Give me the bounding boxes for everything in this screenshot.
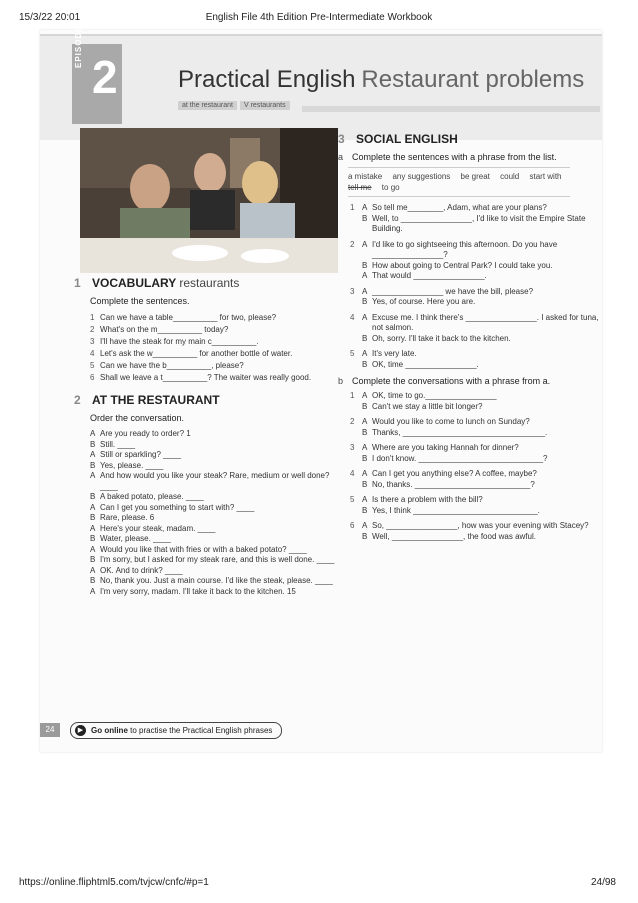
speaker: A: [362, 271, 368, 280]
speaker: B: [362, 427, 368, 437]
dialogue-item: [350, 313, 604, 345]
item-number: 5: [350, 349, 355, 358]
line-text: Water, please. ____: [100, 534, 171, 543]
dialogue-item: [350, 203, 604, 235]
speaker: A: [90, 502, 96, 512]
topic-tags: [178, 102, 293, 109]
word-option-used: tell me: [348, 183, 372, 192]
subsection-letter: a: [338, 152, 344, 162]
instruction: Complete the conversations with a phrase from a.: [352, 376, 551, 386]
speaker: A: [90, 586, 96, 596]
line-text: Can I get you something to start with? ____: [100, 502, 255, 512]
line-text: Are you ready to order? 1: [100, 429, 191, 438]
section-number: 3: [338, 132, 345, 146]
instruction: Complete the sentences with a phrase from the list.: [352, 152, 557, 162]
conversation-line: [90, 513, 344, 524]
conversation-line: [90, 503, 344, 514]
line-text: I'd like to go sightseeing this afternoon. Do you have ________________?: [372, 239, 558, 259]
subsection-b-instruction: [338, 376, 604, 387]
speaker: A: [362, 443, 368, 452]
speaker: A: [362, 312, 368, 322]
line-text: Is there a problem with the bill?: [372, 495, 483, 504]
item-number: 2: [90, 325, 95, 334]
speaker: B: [90, 513, 96, 522]
topic-tag: at the restaurant: [178, 101, 237, 110]
line-text: Here's your steak, madam. ____: [100, 523, 216, 533]
dialogue-line: [350, 469, 604, 480]
speaker: B: [90, 555, 96, 564]
speaker: B: [90, 576, 96, 585]
speaker: B: [362, 401, 368, 411]
speaker: B: [362, 213, 368, 223]
line-text: Thanks, ________________________________.: [372, 427, 548, 437]
item-number: 6: [350, 521, 355, 530]
dialogue-line: [350, 506, 604, 517]
print-footer: [0, 877, 638, 891]
item-text: What's on the m__________ today?: [100, 325, 229, 334]
dialogue-item: [350, 287, 604, 308]
item-number: 3: [350, 286, 355, 296]
dialogue-item: [350, 495, 604, 516]
online-rest: to practise the Practical English phrases: [130, 726, 273, 735]
speaker: B: [362, 453, 368, 463]
exercise-item: [90, 336, 344, 347]
dialogue-line: [350, 428, 604, 439]
conversation-line: [90, 440, 344, 451]
exercise-item: [90, 312, 344, 323]
line-text: No, thank you. Just a main course. I'd like the steak, please. ____: [100, 576, 333, 585]
line-text: I'm sorry, but I asked for my steak rare, and this is well done. ____: [100, 555, 335, 564]
dialogue-line: [350, 417, 604, 428]
item-number: 2: [350, 239, 355, 249]
title-sub: Restaurant problems: [361, 66, 585, 93]
word-option: to go: [381, 183, 400, 192]
speaker: A: [90, 429, 96, 438]
speaker: B: [90, 492, 96, 501]
exercise-item: [90, 348, 344, 359]
line-text: Can't we stay a little bit longer?: [372, 401, 483, 411]
item-number: 3: [350, 443, 355, 452]
exercise-list: [90, 312, 344, 383]
section-title-bold: VOCABULARY: [92, 276, 177, 290]
item-number: 5: [90, 361, 95, 370]
section-vocabulary: [74, 276, 344, 383]
item-number: 1: [350, 203, 355, 212]
conversation-line: [90, 461, 344, 472]
line-text: Well, to ________________, I'd like to visit the Empire State Building.: [372, 213, 586, 233]
section-title: [92, 276, 239, 290]
item-number: 4: [350, 312, 355, 322]
dialogue-line: [350, 349, 604, 360]
line-text: I'm very sorry, madam. I'll take it back to the kitchen. 15: [100, 586, 296, 596]
dialogue-line: [350, 454, 604, 465]
conversation: [74, 429, 344, 597]
line-text: A baked potato, please. ____: [100, 492, 204, 501]
section-title: AT THE RESTAURANT: [92, 393, 220, 407]
exercise-item: [90, 360, 344, 371]
line-text: Yes, of course. Here you are.: [372, 297, 476, 306]
dialogue-line: [350, 402, 604, 413]
dialogue-line: [350, 203, 604, 214]
dialogue-line: [350, 271, 604, 282]
title-main: Practical English: [178, 66, 356, 93]
dialogue-item: [350, 417, 604, 438]
line-text: Still or sparkling? ____: [100, 450, 181, 459]
conversation-line: [90, 450, 344, 461]
section-heading: [74, 276, 344, 290]
instruction: Order the conversation.: [90, 413, 185, 423]
conversation-line: [90, 429, 344, 440]
conversation-line: [90, 524, 344, 535]
print-title: English File 4th Edition Pre-Intermediate Workbook: [205, 12, 433, 23]
dialogue-line: [350, 391, 604, 402]
speaker: B: [362, 359, 368, 369]
item-text: Let's ask the w__________ for another bottle of water.: [100, 349, 293, 358]
dialogue-line: [350, 360, 604, 371]
speaker: B: [90, 460, 96, 470]
speaker: A: [362, 203, 368, 212]
word-option: be great: [460, 172, 490, 181]
restaurant-photo-illustration: [80, 128, 338, 273]
line-text: OK, time to go.________________: [372, 391, 497, 400]
item-number: 4: [90, 349, 95, 358]
episode-banner: [40, 25, 602, 140]
line-text: So tell me________, Adam, what are your plans?: [372, 203, 547, 212]
page-footer: [40, 723, 602, 745]
banner-rule: [302, 106, 600, 112]
line-text: OK, time ________________.: [372, 359, 479, 369]
item-number: 5: [350, 495, 355, 504]
item-number: 1: [90, 313, 95, 322]
conversation-line: [90, 576, 344, 587]
line-text: That would ________________.: [372, 271, 487, 280]
word-option: could: [500, 172, 520, 181]
speaker: A: [362, 469, 368, 478]
line-text: Can I get you anything else? A coffee, maybe?: [372, 469, 537, 478]
item-number: 4: [350, 469, 355, 478]
line-text: Well, ________________, the food was awful.: [372, 531, 536, 541]
item-text: Can we have a table__________ for two, please?: [100, 313, 277, 322]
dialogue-line: [350, 240, 604, 261]
line-text: OK. And to drink? ____: [100, 565, 183, 575]
exercise-item: [90, 372, 344, 383]
left-column: [74, 276, 344, 597]
line-text: ________________ we have the bill, please?: [372, 286, 534, 296]
line-text: Yes, I think ____________________________.: [372, 505, 540, 515]
print-page-count: 24/98: [590, 877, 616, 888]
print-header: [0, 12, 638, 26]
line-text: Excuse me. I think there's ________________. I asked for tuna, not salmon.: [372, 312, 599, 332]
episode-number: 2: [92, 51, 118, 103]
print-datetime: 15/3/22 20:01: [19, 12, 81, 23]
episode-tab: [72, 25, 122, 124]
item-text: I'll have the steak for my main c__________.: [100, 337, 259, 346]
dialogue-line: [350, 521, 604, 532]
speaker: B: [362, 260, 368, 270]
line-text: Would you like that with fries or with a baked potato? ____: [100, 544, 307, 554]
line-text: I don't know. ____________________________?: [372, 453, 548, 463]
section-number: 2: [74, 393, 81, 407]
speaker: A: [362, 349, 368, 358]
speaker: A: [90, 565, 96, 575]
item-text: Shall we leave a t__________? The waiter was really good.: [100, 373, 312, 382]
speaker: A: [362, 391, 368, 400]
dialogue-line: [350, 313, 604, 334]
item-text: Can we have the b__________, please?: [100, 361, 244, 370]
word-option: any suggestions: [392, 172, 451, 181]
print-url: https://online.fliphtml5.com/tvjcw/cnfc/#p=1: [19, 877, 209, 888]
conversation-line: [90, 587, 344, 598]
dialogue-item: [350, 469, 604, 490]
dialogue-line: [350, 287, 604, 298]
conversation-line: [90, 566, 344, 577]
speaker: A: [362, 417, 368, 426]
line-text: How about going to Central Park? I could take you.: [372, 260, 553, 270]
speaker: B: [90, 439, 96, 449]
dialogue-line: [350, 532, 604, 543]
dialogue-item: [350, 240, 604, 282]
line-text: Would you like to come to lunch on Sunday?: [372, 417, 530, 426]
subsection-letter: b: [338, 376, 344, 386]
dialogue-item: [350, 443, 604, 464]
section-title: SOCIAL ENGLISH: [356, 132, 458, 146]
conversation-line: [90, 555, 344, 566]
online-icon: ▶: [75, 725, 86, 736]
dialogue-line: [350, 334, 604, 345]
dialogue-line: [350, 443, 604, 454]
line-text: Rare, please. 6: [100, 513, 155, 522]
speaker: B: [362, 297, 368, 306]
page-title: [178, 66, 584, 94]
speaker: A: [362, 495, 368, 504]
page-number: 24: [40, 723, 60, 737]
topic-tag: V restaurants: [240, 101, 290, 110]
speaker: A: [90, 450, 96, 459]
speaker: A: [362, 521, 368, 530]
speaker: A: [362, 239, 368, 249]
dialogue-item: [350, 521, 604, 542]
conversation-line: [90, 534, 344, 545]
go-online-link[interactable]: [70, 722, 282, 739]
dialogue-line: [350, 214, 604, 235]
workbook-page: [40, 25, 602, 752]
line-text: No, thanks. __________________________?: [372, 479, 535, 489]
section-number: 1: [74, 276, 81, 290]
conversation-line: [90, 492, 344, 503]
word-box: [348, 167, 570, 197]
online-bold: Go online: [91, 726, 128, 735]
item-number: 2: [350, 417, 355, 426]
speaker: A: [362, 286, 368, 296]
line-text: Yes, please. ____: [100, 460, 164, 470]
speaker: A: [90, 471, 96, 480]
speaker: A: [90, 544, 96, 554]
dialogue-line: [350, 480, 604, 491]
subsection-a-instruction: [338, 152, 604, 163]
instruction: Complete the sentences.: [90, 296, 190, 306]
line-text: And how would you like your steak? Rare, medium or well done? ____: [100, 471, 330, 491]
section-title-thin: restaurants: [179, 276, 240, 290]
line-text: Still. ____: [100, 439, 136, 449]
right-column: [338, 132, 604, 547]
conversation-line: [90, 471, 344, 492]
line-text: Where are you taking Hannah for dinner?: [372, 443, 519, 452]
dialogue-line: [350, 261, 604, 272]
line-text: So, ________________, how was your evening with Stacey?: [372, 521, 589, 530]
section-at-the-restaurant: [74, 393, 344, 597]
exercise-item: [90, 324, 344, 335]
speaker: B: [362, 505, 368, 515]
word-option: start with: [529, 172, 562, 181]
conversation-line: [90, 545, 344, 556]
dialogue-item: [350, 349, 604, 370]
episode-label: EPISODE: [74, 25, 83, 68]
line-text: It's very late.: [372, 349, 417, 358]
speaker: B: [362, 531, 368, 541]
speaker: B: [362, 479, 368, 489]
word-option: a mistake: [348, 172, 383, 181]
section-heading: [338, 132, 604, 146]
dialogue-line: [350, 297, 604, 308]
line-text: Oh, sorry. I'll take it back to the kitchen.: [372, 333, 511, 343]
item-number: 1: [350, 391, 355, 400]
section-heading: [74, 393, 344, 407]
speaker: A: [90, 523, 96, 533]
item-number: 3: [90, 337, 95, 346]
speaker: B: [90, 534, 96, 543]
restaurant-photo: [80, 128, 338, 273]
speaker: B: [362, 333, 368, 343]
dialogue-line: [350, 495, 604, 506]
item-number: 6: [90, 373, 95, 382]
dialogue-item: [350, 391, 604, 412]
